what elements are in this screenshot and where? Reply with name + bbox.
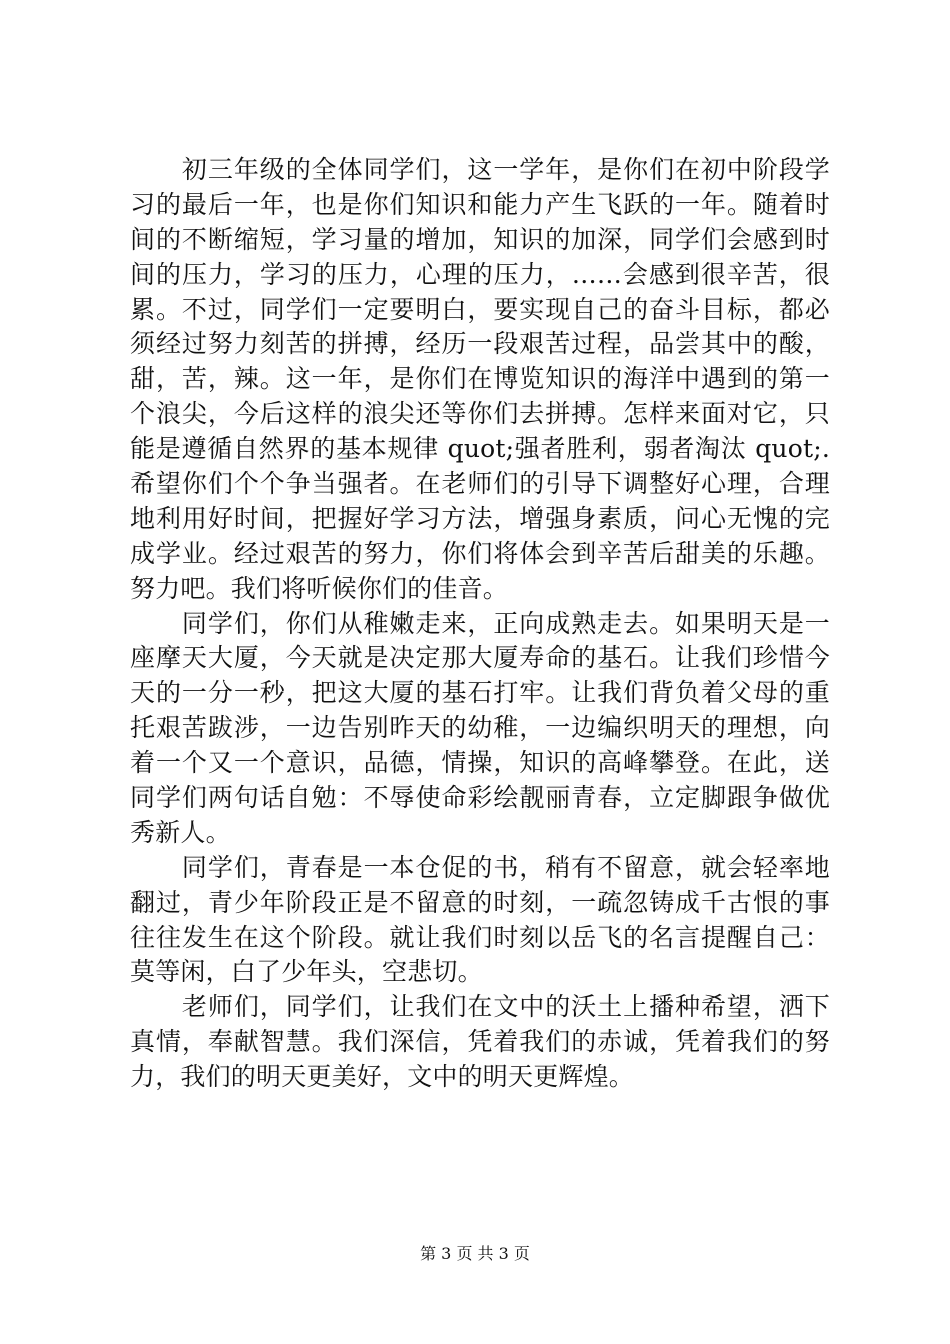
text-line: 秀新人。: [130, 817, 231, 847]
text-line: 个浪尖，今后这样的浪尖还等你们去拼搏。怎样来面对它，只: [130, 399, 830, 429]
text-line: 努力吧。我们将听候你们的佳音。: [130, 573, 509, 603]
text-line: 希望你们个个争当强者。在老师们的引导下调整好心理，合理: [130, 469, 830, 499]
text-line: 托艰苦跋涉，一边告别昨天的幼稚，一边编织明天的理想，向: [130, 713, 830, 743]
text-line: 往往发生在这个阶段。就让我们时刻以岳飞的名言提醒自己：: [130, 922, 830, 952]
text-line: 甜，苦，辣。这一年，是你们在博览知识的海洋中遇到的第一: [130, 364, 830, 394]
text-line: 累。不过，同学们一定要明白，要实现自己的奋斗目标，都必: [130, 294, 830, 324]
text-line: 成学业。经过艰苦的努力，你们将体会到辛苦后甜美的乐趣。: [130, 538, 830, 568]
text-line: 间的压力，学习的压力，心理的压力，……会感到很辛苦，很: [130, 259, 830, 289]
text-line: 地利用好时间，把握好学习方法，增强身素质，问心无愧的完: [130, 503, 830, 533]
text-line: 初三年级的全体同学们，这一学年，是你们在初中阶段学: [130, 155, 830, 184]
text-line: 间的不断缩短，学习量的增加，知识的加深，同学们会感到时: [130, 224, 830, 254]
text-line: 同学们，你们从稚嫩走来，正向成熟走去。如果明天是一: [130, 608, 830, 638]
text-line: 座摩天大厦，今天就是决定那大厦寿命的基石。让我们珍惜今: [130, 643, 830, 673]
document-body: [130, 153, 830, 1095]
text-line: 力，我们的明天更美好，文中的明天更辉煌。: [130, 1062, 635, 1092]
text-line: 着一个又一个意识，品德，情操，知识的高峰攀登。在此，送: [130, 748, 830, 778]
text-line: 翻过，青少年阶段正是不留意的时刻，一疏忽铸成千古恨的事: [130, 887, 830, 917]
text-line: 习的最后一年，也是你们知识和能力产生飞跃的一年。随着时: [130, 189, 830, 219]
text-line: 能是遵循自然界的基本规律 quot;强者胜利，弱者淘汰 quot;.: [130, 434, 830, 464]
page-number-footer: 第 3 页 共 3 页: [420, 1244, 530, 1263]
text-line: 老师们，同学们，让我们在文中的沃土上播种希望，洒下: [130, 992, 830, 1022]
text-line: 须经过努力刻苦的拼搏，经历一段艰苦过程，品尝其中的酸，: [130, 329, 830, 359]
text-line: 真情，奉献智慧。我们深信，凭着我们的赤诚，凭着我们的努: [130, 1027, 830, 1057]
paragraph-2: [130, 607, 830, 851]
text-line: 同学们两句话自勉：不辱使命彩绘靓丽青春，立定脚跟争做优: [130, 783, 830, 813]
paragraph-4: [130, 990, 830, 1095]
paragraph-3: [130, 851, 830, 991]
text-line: 天的一分一秒，把这大厦的基石打牢。让我们背负着父母的重: [130, 678, 830, 708]
text-line: 同学们，青春是一本仓促的书，稍有不留意，就会轻率地: [130, 852, 830, 882]
paragraph-1: [130, 153, 830, 607]
text-line: 莫等闲，白了少年头，空悲切。: [130, 957, 483, 987]
